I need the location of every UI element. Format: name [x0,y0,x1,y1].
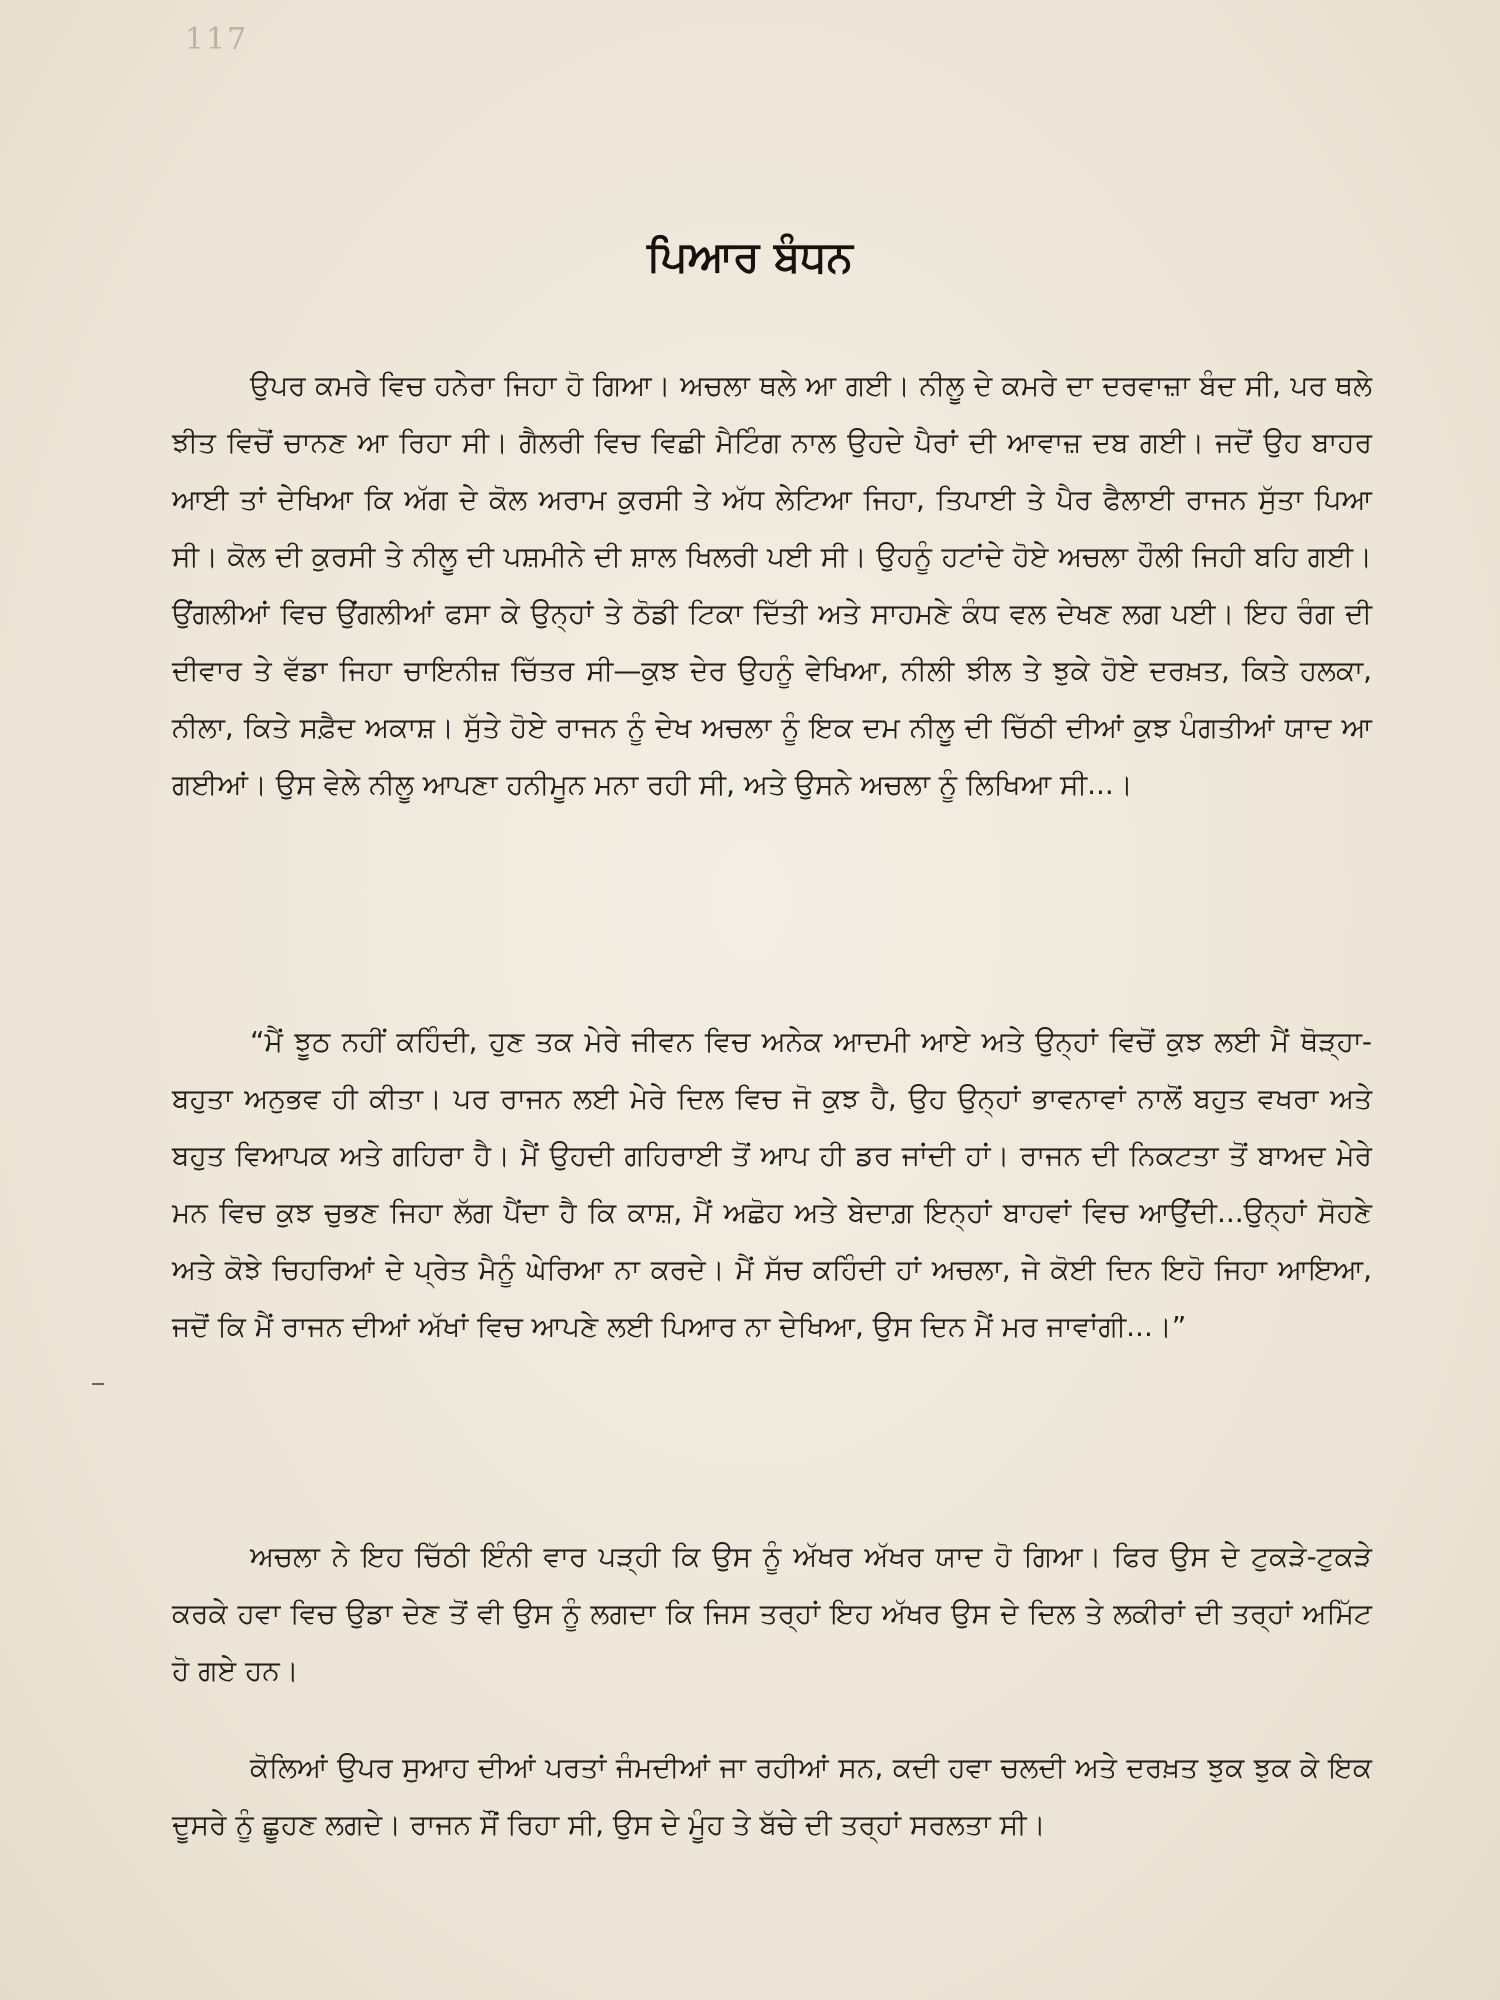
chapter-title: ਪਿਆਰ ਬੰਧਨ [647,232,853,281]
paragraph-3: ਅਚਲਾ ਨੇ ਇਹ ਚਿੱਠੀ ਇੰਨੀ ਵਾਰ ਪੜ੍ਹੀ ਕਿ ਉਸ ਨੂੰ ਅੱਖਰ ਅੱਖਰ ਯਾਦ ਹੋ ਗਿਆ। ਫਿਰ ਉਸ ਦੇ ਟੁਕੜੇ-ਟੁਕੜੇ ਕਰਕੇ ਹਵਾ ਵਿਚ ਉਡਾ ਦੇਣ ਤੋਂ ਵੀ ਉਸ ਨੂੰ ਲਗਦਾ ਕਿ ਜਿਸ ਤਰ੍ਹਾਂ ਇਹ ਅੱਖਰ ਉਸ ਦੇ ਦਿਲ ਤੇ ਲਕੀਰਾਂ ਦੀ ਤਰ੍ਹਾਂ ਅਮਿੱਟ ਹੋ ਗਏ ਹਨ। [172,1540,1372,1687]
margin-mark [92,1383,104,1385]
paragraph-2-letter-quote: “ਮੈਂ ਝੂਠ ਨਹੀਂ ਕਹਿੰਦੀ, ਹੁਣ ਤਕ ਮੇਰੇ ਜੀਵਨ ਵਿਚ ਅਨੇਕ ਆਦਮੀ ਆਏ ਅਤੇ ਉਨ੍ਹਾਂ ਵਿਚੋਂ ਕੁਝ ਲਈ ਮੈਂ ਥੋੜ੍ਹਾ-ਬਹੁਤਾ ਅਨੁਭਵ ਹੀ ਕੀਤਾ। ਪਰ ਰਾਜਨ ਲਈ ਮੇਰੇ ਦਿਲ ਵਿਚ ਜੋ ਕੁਝ ਹੈ, ਉਹ ਉਨ੍ਹਾਂ ਭਾਵਨਾਵਾਂ ਨਾਲੋਂ ਬਹੁਤ ਵਖਰਾ ਅਤੇ ਬਹੁਤ ਵਿਆਪਕ ਅਤੇ ਗਹਿਰਾ ਹੈ। ਮੈਂ ਉਹਦੀ ਗਹਿਰਾਈ ਤੋਂ ਆਪ ਹੀ ਡਰ ਜਾਂਦੀ ਹਾਂ। ਰਾਜਨ ਦੀ ਨਿਕਟਤਾ ਤੋਂ ਬਾਅਦ ਮੇਰੇ ਮਨ ਵਿਚ ਕੁਝ ਚੁਭਣ ਜਿਹਾ ਲੱਗ ਪੈਂਦਾ ਹੈ ਕਿ ਕਾਸ਼, ਮੈਂ ਅਛੋਹ ਅਤੇ ਬੇਦਾਗ਼ ਇਨ੍ਹਾਂ ਬਾਹਵਾਂ ਵਿਚ ਆਉਂਦੀ...ਉਨ੍ਹਾਂ ਸੋਹਣੇ ਅਤੇ ਕੋਝੇ ਚਿਹਰਿਆਂ ਦੇ ਪ੍ਰੇਤ ਮੈਨੂੰ ਘੇਰਿਆ ਨਾ ਕਰਦੇ। ਮੈਂ ਸੱਚ ਕਹਿੰਦੀ ਹਾਂ ਅਚਲਾ, ਜੇ ਕੋਈ ਦਿਨ ਇਹੋ ਜਿਹਾ ਆਇਆ, ਜਦੋਂ ਕਿ ਮੈਂ ਰਾਜਨ ਦੀਆਂ ਅੱਖਾਂ ਵਿਚ ਆਪਣੇ ਲਈ ਪਿਆਰ ਨਾ ਦੇਖਿਆ, ਉਸ ਦਿਨ ਮੈਂ ਮਰ ਜਾਵਾਂਗੀ...।” [172,1025,1372,1343]
paragraph-4: ਕੋਲਿਆਂ ਉਪਰ ਸੁਆਹ ਦੀਆਂ ਪਰਤਾਂ ਜੰਮਦੀਆਂ ਜਾ ਰਹੀਆਂ ਸਨ, ਕਦੀ ਹਵਾ ਚਲਦੀ ਅਤੇ ਦਰਖ਼ਤ ਝੁਕ ਝੁਕ ਕੇ ਇਕ ਦੂਸਰੇ ਨੂੰ ਛੂਹਣ ਲਗਦੇ। ਰਾਜਨ ਸੌਂ ਰਿਹਾ ਸੀ, ਉਸ ਦੇ ਮੂੰਹ ਤੇ ਬੱਚੇ ਦੀ ਤਰ੍ਹਾਂ ਸਰਲਤਾ ਸੀ। [172,1751,1372,1841]
paragraph-1: ਉਪਰ ਕਮਰੇ ਵਿਚ ਹਨੇਰਾ ਜਿਹਾ ਹੋ ਗਿਆ। ਅਚਲਾ ਥਲੇ ਆ ਗਈ। ਨੀਲੂ ਦੇ ਕਮਰੇ ਦਾ ਦਰਵਾਜ਼ਾ ਬੰਦ ਸੀ, ਪਰ ਥਲੇ ਝੀਤ ਵਿਚੋਂ ਚਾਨਣ ਆ ਰਿਹਾ ਸੀ। ਗੈਲਰੀ ਵਿਚ ਵਿਛੀ ਮੈਟਿੰਗ ਨਾਲ ਉਹਦੇ ਪੈਰਾਂ ਦੀ ਆਵਾਜ਼ ਦਬ ਗਈ। ਜਦੋਂ ਉਹ ਬਾਹਰ ਆਈ ਤਾਂ ਦੇਖਿਆ ਕਿ ਅੱਗ ਦੇ ਕੋਲ ਅਰਾਮ ਕੁਰਸੀ ਤੇ ਅੱਧ ਲੇਟਿਆ ਜਿਹਾ, ਤਿਪਾਈ ਤੇ ਪੈਰ ਫੈਲਾਈ ਰਾਜਨ ਸੁੱਤਾ ਪਿਆ ਸੀ। ਕੋਲ ਦੀ ਕੁਰਸੀ ਤੇ ਨੀਲੂ ਦੀ ਪਸ਼ਮੀਨੇ ਦੀ ਸ਼ਾਲ ਖਿਲਰੀ ਪਈ ਸੀ। ਉਹਨੂੰ ਹਟਾਂਦੇ ਹੋਏ ਅਚਲਾ ਹੌਲੀ ਜਿਹੀ ਬਹਿ ਗਈ। ਉਂਗਲੀਆਂ ਵਿਚ ਉਂਗਲੀਆਂ ਫਸਾ ਕੇ ਉਨ੍ਹਾਂ ਤੇ ਠੋਡੀ ਟਿਕਾ ਦਿੱਤੀ ਅਤੇ ਸਾਹਮਣੇ ਕੰਧ ਵਲ ਦੇਖਣ ਲਗ ਪਈ। ਇਹ ਰੰਗ ਦੀ ਦੀਵਾਰ ਤੇ ਵੱਡਾ ਜਿਹਾ ਚਾਇਨੀਜ਼ ਚਿੱਤਰ ਸੀ—ਕੁਝ ਦੇਰ ਉਹਨੂੰ ਵੇਖਿਆ, ਨੀਲੀ ਝੀਲ ਤੇ ਝੁਕੇ ਹੋਏ ਦਰਖ਼ਤ, ਕਿਤੇ ਹਲਕਾ, ਨੀਲਾ, ਕਿਤੇ ਸਫ਼ੈਦ ਅਕਾਸ਼। ਸੁੱਤੇ ਹੋਏ ਰਾਜਨ ਨੂੰ ਦੇਖ ਅਚਲਾ ਨੂੰ ਇਕ ਦਮ ਨੀਲੂ ਦੀ ਚਿੱਠੀ ਦੀਆਂ ਕੁਝ ਪੰਗਤੀਆਂ ਯਾਦ ਆ ਗਈਆਂ। ਉਸ ਵੇਲੇ ਨੀਲੂ ਆਪਣਾ ਹਨੀਮੂਨ ਮਨਾ ਰਹੀ ਸੀ, ਅਤੇ ਉਸਨੇ ਅਚਲਾ ਨੂੰ ਲਿਖਿਆ ਸੀ...। [172,369,1372,801]
page-number: 117 [185,22,249,57]
